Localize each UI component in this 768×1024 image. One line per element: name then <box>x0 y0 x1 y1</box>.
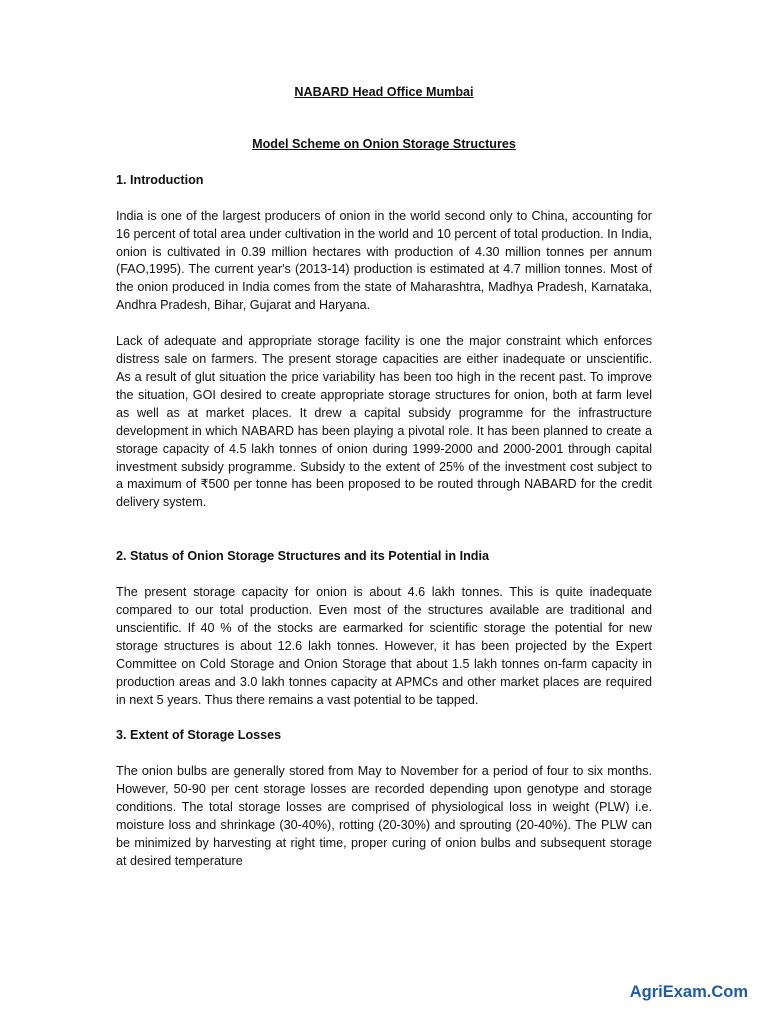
paragraph-storage-losses-1: The onion bulbs are generally stored from May to November for a period of four to six months. However, 50-90 per cent storage losses are recorded depending upon genotype and storage conditions. The total storage losses are comprised of physiological loss in weight (PLW) i.e. moisture loss and shrinkage (30-40%), rotting (20-30%) and sprouting (20-40%). The PLW can be minimized by harvesting at right time, proper curing of onion bulbs and subsequent storage at desired temperature <box>116 764 652 868</box>
paragraph-introduction-1: India is one of the largest producers of onion in the world second only to China, accounting for 16 percent of total area under cultivation in the world and 10 percent of total production. In India, onion is cultivated in 0.39 million hectares with production of 4.30 million tonnes per annum (FAO,1995). The current year's (2013-14) production is estimated at 4.7 million tonnes. Most of the onion produced in India comes from the state of Maharashtra, Madhya Pradesh, Karnataka, Andhra Pradesh, Bihar, Gujarat and Haryana. <box>116 208 652 313</box>
section-heading-status: 2. Status of Onion Storage Structures and its Potential in India <box>116 549 489 564</box>
section-heading-introduction: 1. Introduction <box>116 172 204 187</box>
document-title: NABARD Head Office Mumbai <box>294 85 474 99</box>
agriexam-watermark: AgriExam.Com <box>629 983 748 1001</box>
document-page <box>116 84 652 871</box>
paragraph-status-1: The present storage capacity for onion is about 4.6 lakh tonnes. This is quite inadequate compared to our total production. Even most of the structures available are traditional and unscientific. If 40 % of the stocks are earmarked for scientific storage the potential for new storage structures is about 12.6 lakh tonnes. However, it has been projected by the Expert Committee on Cold Storage and Onion Storage that about 1.5 lakh tonnes on-farm capacity in production areas and 3.0 lakh tonnes capacity at APMCs and other market places are required in next 5 years. Thus there remains a vast potential to be tapped. <box>116 585 652 707</box>
paragraph-introduction-2: Lack of adequate and appropriate storage facility is one the major constraint which enforces distress sale on farmers. The present storage capacities are either inadequate or unscientific. As a result of glut situation the price variability has been too high in the recent past. To improve the situation, GOI desired to create appropriate storage structures for onion, both at farm level as well as at market places. It drew a capital subsidy programme for the infrastructure development in which NABARD has been playing a pivotal role. It has been planned to create a storage capacity of 4.5 lakh tonnes of onion during 1999-2000 and 2000-2001 through capital investment subsidy programme. Subsidy to the extent of 25% of the investment cost subject to a maximum of ₹500 per tonne has been proposed to be routed through NABARD for the credit delivery system. <box>116 334 652 510</box>
section-heading-storage-losses: 3. Extent of Storage Losses <box>116 728 282 743</box>
document-subtitle: Model Scheme on Onion Storage Structures <box>252 136 516 151</box>
